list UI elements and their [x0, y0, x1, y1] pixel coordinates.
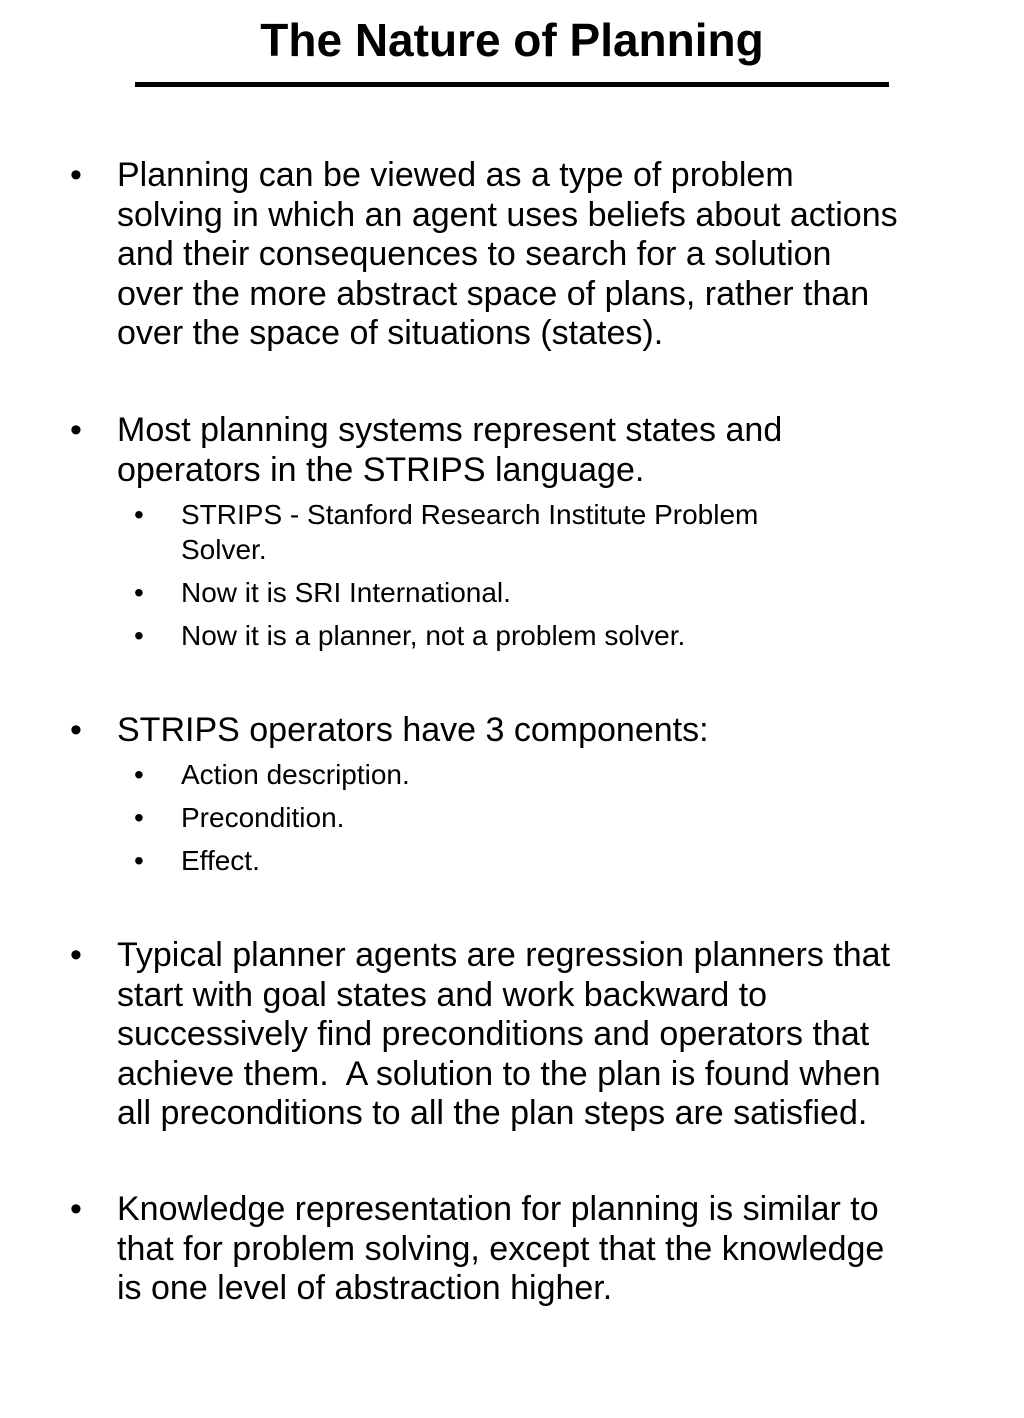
bullet-text: [117, 156, 977, 354]
sub-bullet-text: [181, 757, 981, 792]
title-underline: [135, 82, 889, 87]
bullet-text: [117, 936, 977, 1134]
bullet-line: Typical planner agents are regression planners that: [117, 936, 891, 974]
sub-bullet-text: [181, 497, 981, 567]
bullet-line: Most planning systems represent states and: [117, 411, 783, 449]
bullet-icon: •: [70, 1190, 82, 1228]
sub-bullet-line: Effect.: [181, 845, 260, 876]
sub-bullet-line: Precondition.: [181, 802, 345, 833]
sub-bullet-text: [181, 618, 981, 653]
bullet-line: STRIPS operators have 3 components:: [117, 711, 709, 749]
bullet-line: Knowledge representation for planning is similar to: [117, 1190, 879, 1228]
sub-bullet-icon: •: [134, 620, 144, 651]
sub-bullet-line: Solver.: [181, 534, 267, 565]
sub-bullet-text: [181, 843, 981, 878]
sub-bullet-line: STRIPS - Stanford Research Institute Problem: [181, 499, 759, 530]
bullet-text: [117, 411, 977, 490]
bullet-line: solving in which an agent uses beliefs about actions: [117, 195, 898, 234]
bullet-line: that for problem solving, except that the knowledge: [117, 1229, 885, 1268]
bullet-text: [117, 711, 977, 751]
bullet-text: [117, 1190, 977, 1309]
bullet-line: and their consequences to search for a solution: [117, 235, 832, 273]
bullet-line: all preconditions to all the plan steps are satisfied.: [117, 1094, 868, 1132]
bullet-icon: •: [70, 936, 82, 974]
sub-bullet-line: Action description.: [181, 759, 410, 790]
sub-bullet-text: [181, 575, 981, 610]
sub-bullet-line: Now it is SRI International.: [181, 577, 511, 608]
bullet-icon: •: [70, 411, 82, 449]
bullet-icon: •: [70, 156, 82, 194]
bullet-line: start with goal states and work backward to: [117, 975, 768, 1014]
sub-bullet-icon: •: [134, 499, 144, 530]
page-title: The Nature of Planning: [260, 14, 764, 66]
sub-bullet-icon: •: [134, 759, 144, 790]
sub-bullet-line: Now it is a planner, not a problem solver.: [181, 620, 686, 651]
sub-bullet-icon: •: [134, 802, 144, 833]
sub-bullet-icon: •: [134, 577, 144, 608]
bullet-line: successively find preconditions and operators that: [117, 1015, 870, 1053]
bullet-line: over the space of situations (states).: [117, 314, 664, 352]
sub-bullet-icon: •: [134, 845, 144, 876]
sub-bullet-text: [181, 800, 981, 835]
bullet-line: achieve them. A solution to the plan is found when: [117, 1054, 881, 1093]
bullet-line: over the more abstract space of plans, rather than: [117, 274, 870, 313]
bullet-line: Planning can be viewed as a type of problem: [117, 156, 794, 194]
bullet-icon: •: [70, 711, 82, 749]
bullet-line: is one level of abstraction higher.: [117, 1269, 613, 1307]
bullet-line: operators in the STRIPS language.: [117, 450, 645, 489]
